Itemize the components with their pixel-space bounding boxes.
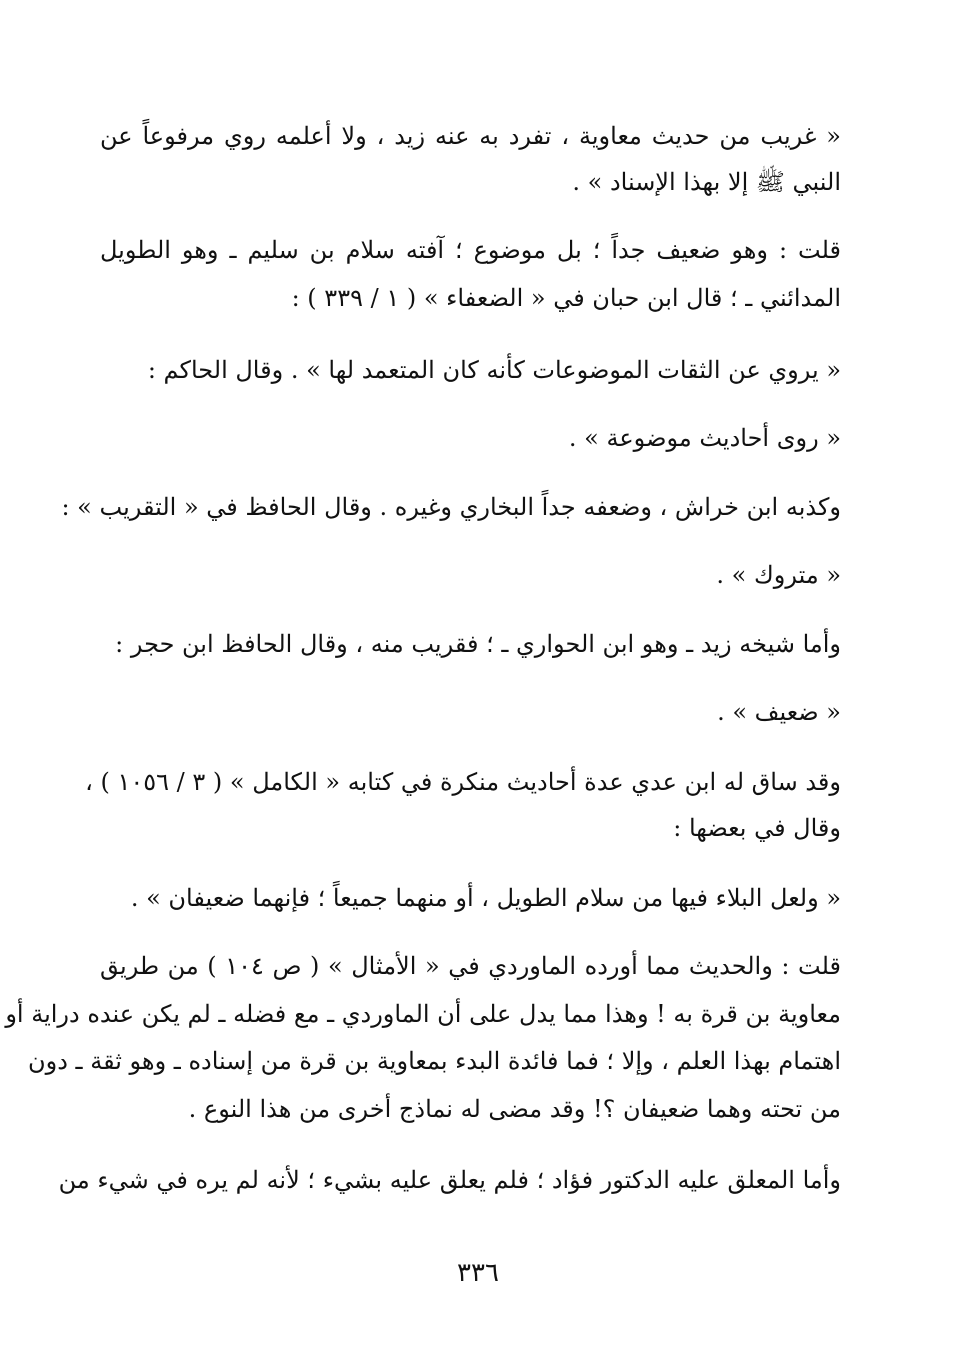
- page-number: ٣٣٦: [457, 1258, 499, 1288]
- text-line-6: « روى أحاديث موضوعة » .: [568, 424, 841, 452]
- text-line-16: اهتمام بهذا العلم ، وإلا ؛ فما فائدة البدء بمعاوية بن قرة من إسناده ـ وهو ثقة ـ دون: [28, 1047, 841, 1075]
- text-line-15: معاوية بن قرة به ! وهذا مما يدل على أن الماوردي ـ مع فضله ـ لم يكن عنده دراية أو: [5, 1000, 841, 1028]
- text-line-11: وقد ساق له ابن عدي عدة أحاديث منكرة في كتابه « الكامل » ( ٣ / ١٠٥٦ ) ،: [85, 768, 841, 796]
- text-line-3: قلت : وهو ضعيف جداً ؛ بل موضوع ؛ آفته سلام بن سليم ـ وهو الطويل: [100, 236, 841, 264]
- text-line-7: وكذبه ابن خراش ، وضعفه جداً البخاري وغيره . وقال الحافظ في « التقريب » :: [61, 493, 841, 521]
- text-line-17: من تحته وهما ضعيفان ؟! وقد مضى له نماذج أخرى من هذا النوع .: [188, 1095, 841, 1123]
- text-line-8: « متروك » .: [716, 561, 841, 589]
- text-line-12: وقال في بعضها :: [673, 814, 841, 842]
- text-line-14: قلت : والحديث مما أورده الماوردي في « الأمثال » ( ص ١٠٤ ) من طريق: [100, 952, 841, 980]
- text-line-13: « ولعل البلاء فيها من سلام الطويل ، أو منهما جميعاً ؛ فإنهما ضعيفان » .: [130, 884, 841, 912]
- text-line-10: « ضعيف » .: [717, 698, 841, 726]
- text-line-9: وأما شيخه زيد ـ وهو ابن الحواري ـ ؛ فقريب منه ، وقال الحافظ ابن حجر :: [115, 630, 841, 658]
- text-line-4: المدائني ـ ؛ قال ابن حبان في « الضعفاء » ( ١ / ٣٣٩ ) :: [291, 284, 841, 312]
- text-line-2: النبي ﷺ إلا بهذا الإسناد » .: [572, 168, 841, 196]
- text-line-18: وأما المعلق عليه الدكتور فؤاد ؛ فلم يعلق عليه بشيء ؛ لأنه لم يره في شيء من: [58, 1166, 841, 1194]
- text-line-1: « غريب من حديث معاوية ، تفرد به عنه زيد ، ولا أعلمه روي مرفوعاً عن: [100, 122, 841, 150]
- text-line-5: « يروي عن الثقات الموضوعات كأنه كان المتعمد لها » . وقال الحاكم :: [147, 356, 841, 384]
